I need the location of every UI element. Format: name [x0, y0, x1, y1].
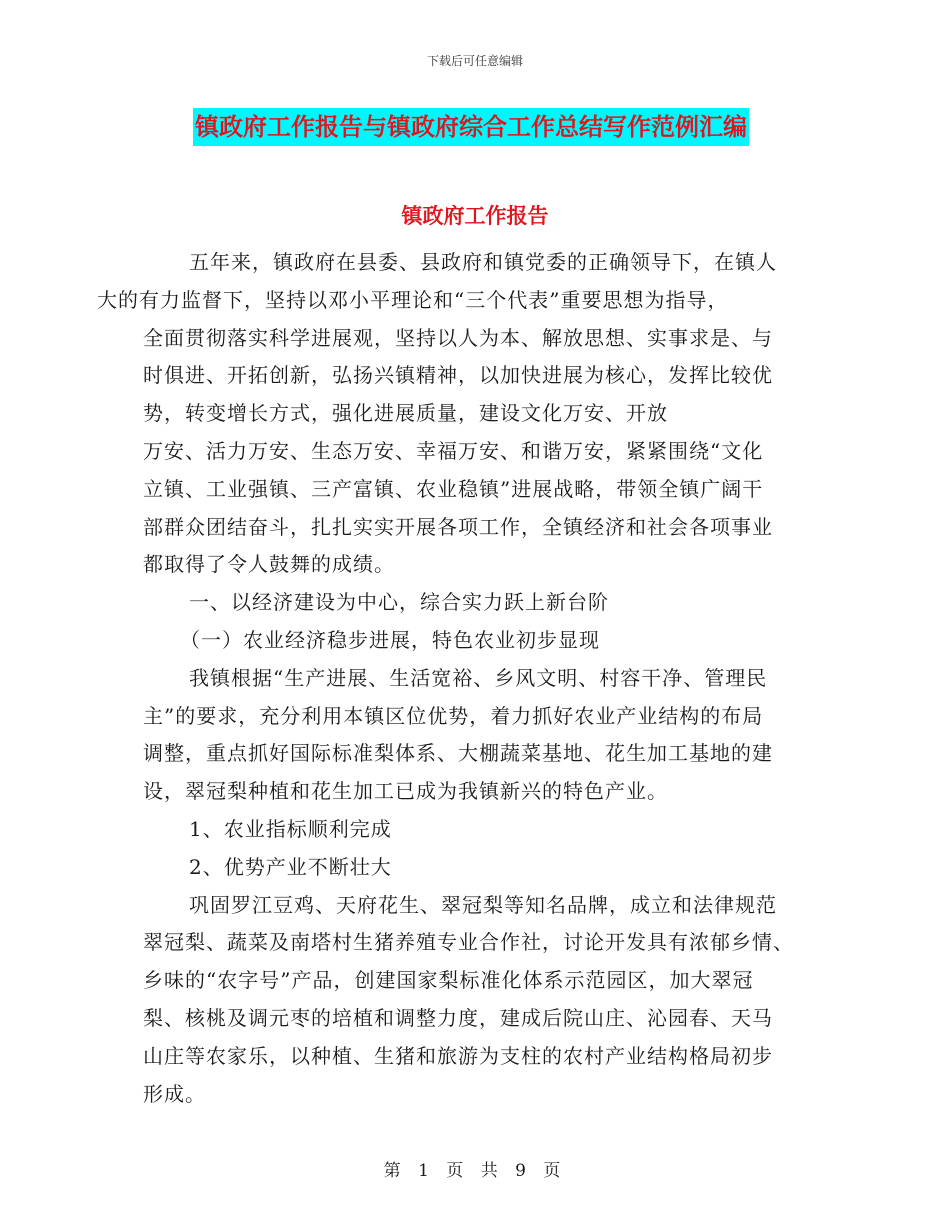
text-line: 调整，重点抓好国际标准梨体系、大棚蔬菜基地、花生加工基地的建: [143, 741, 773, 766]
list-item: [143, 849, 807, 887]
heading-level-1: [143, 584, 807, 622]
section-title: 镇政府工作报告: [401, 203, 549, 228]
paragraph-agriculture: [143, 660, 807, 811]
text-line: 都取得了令人鼓舞的成绩。: [143, 552, 395, 577]
document-body: [97, 244, 807, 1113]
text-line: 势，转变增长方式，强化进展质量，建设文化万安、开放: [143, 401, 668, 426]
page-number: 第 1 页 共 9 页: [383, 1161, 567, 1181]
heading-text: （一）农业经济稳步进展，特色农业初步显现: [180, 627, 600, 652]
text-line: 山庄等农家乐，以种植、生猪和旅游为支柱的农村产业结构格局初步: [143, 1043, 773, 1068]
text-line: 乡味的“农字号”产品，创建国家梨标准化体系示范园区，加大翠冠: [143, 968, 754, 993]
text-line: 主”的要求，充分利用本镇区位优势，着力抓好农业产业结构的布局: [143, 703, 764, 728]
text-line: 大的有力监督下，坚持以邓小平理论和“三个代表”重要思想为指导，: [97, 287, 729, 312]
text-line: 立镇、工业强镇、三产富镇、农业稳镇”进展战略，带领全镇广阔干: [143, 476, 764, 501]
document-title: 镇政府工作报告与镇政府综合工作总结写作范例汇编: [193, 108, 749, 146]
text-line: 设，翠冠梨种植和花生加工已成为我镇新兴的特色产业。: [143, 779, 668, 804]
paragraph-intro: [97, 244, 807, 584]
list-item: [143, 811, 807, 849]
list-item-text: 1、农业指标顺利完成: [189, 816, 392, 841]
text-line: 巩固罗江豆鸡、天府花生、翠冠梨等知名品牌，成立和法律规范: [189, 892, 777, 917]
text-line: 全面贯彻落实科学进展观，坚持以人为本、解放思想、实事求是、与: [143, 325, 773, 350]
list-item-text: 2、优势产业不断壮大: [189, 854, 392, 879]
page-header-note: 下载后可任意编辑: [426, 54, 523, 68]
text-line: 我镇根据“生产进展、生活宽裕、乡风文明、村容干净、管理民: [189, 665, 768, 690]
heading-level-2: [143, 622, 807, 660]
text-line: 梨、核桃及调元枣的培植和调整力度，建成后院山庄、沁园春、天马: [143, 1005, 773, 1030]
text-line: 万安、活力万安、生态万安、幸福万安、和谐万安，紧紧围绕“文化: [143, 438, 764, 463]
text-line: 时俱进、开拓创新，弘扬兴镇精神，以加快进展为核心，发挥比较优: [143, 363, 773, 388]
text-line: 部群众团结奋斗，扎扎实实开展各项工作，全镇经济和社会各项事业: [143, 514, 773, 539]
text-line: 形成。: [143, 1081, 206, 1106]
heading-text: 一、以经济建设为中心，综合实力跃上新台阶: [189, 590, 609, 615]
text-line: 五年来，镇政府在县委、县政府和镇党委的正确领导下，在镇人: [189, 250, 777, 274]
text-line: 翠冠梨、蔬菜及南塔村生猪养殖专业合作社，讨论开发具有浓郁乡情、: [143, 930, 794, 955]
paragraph-brands: [143, 887, 807, 1114]
